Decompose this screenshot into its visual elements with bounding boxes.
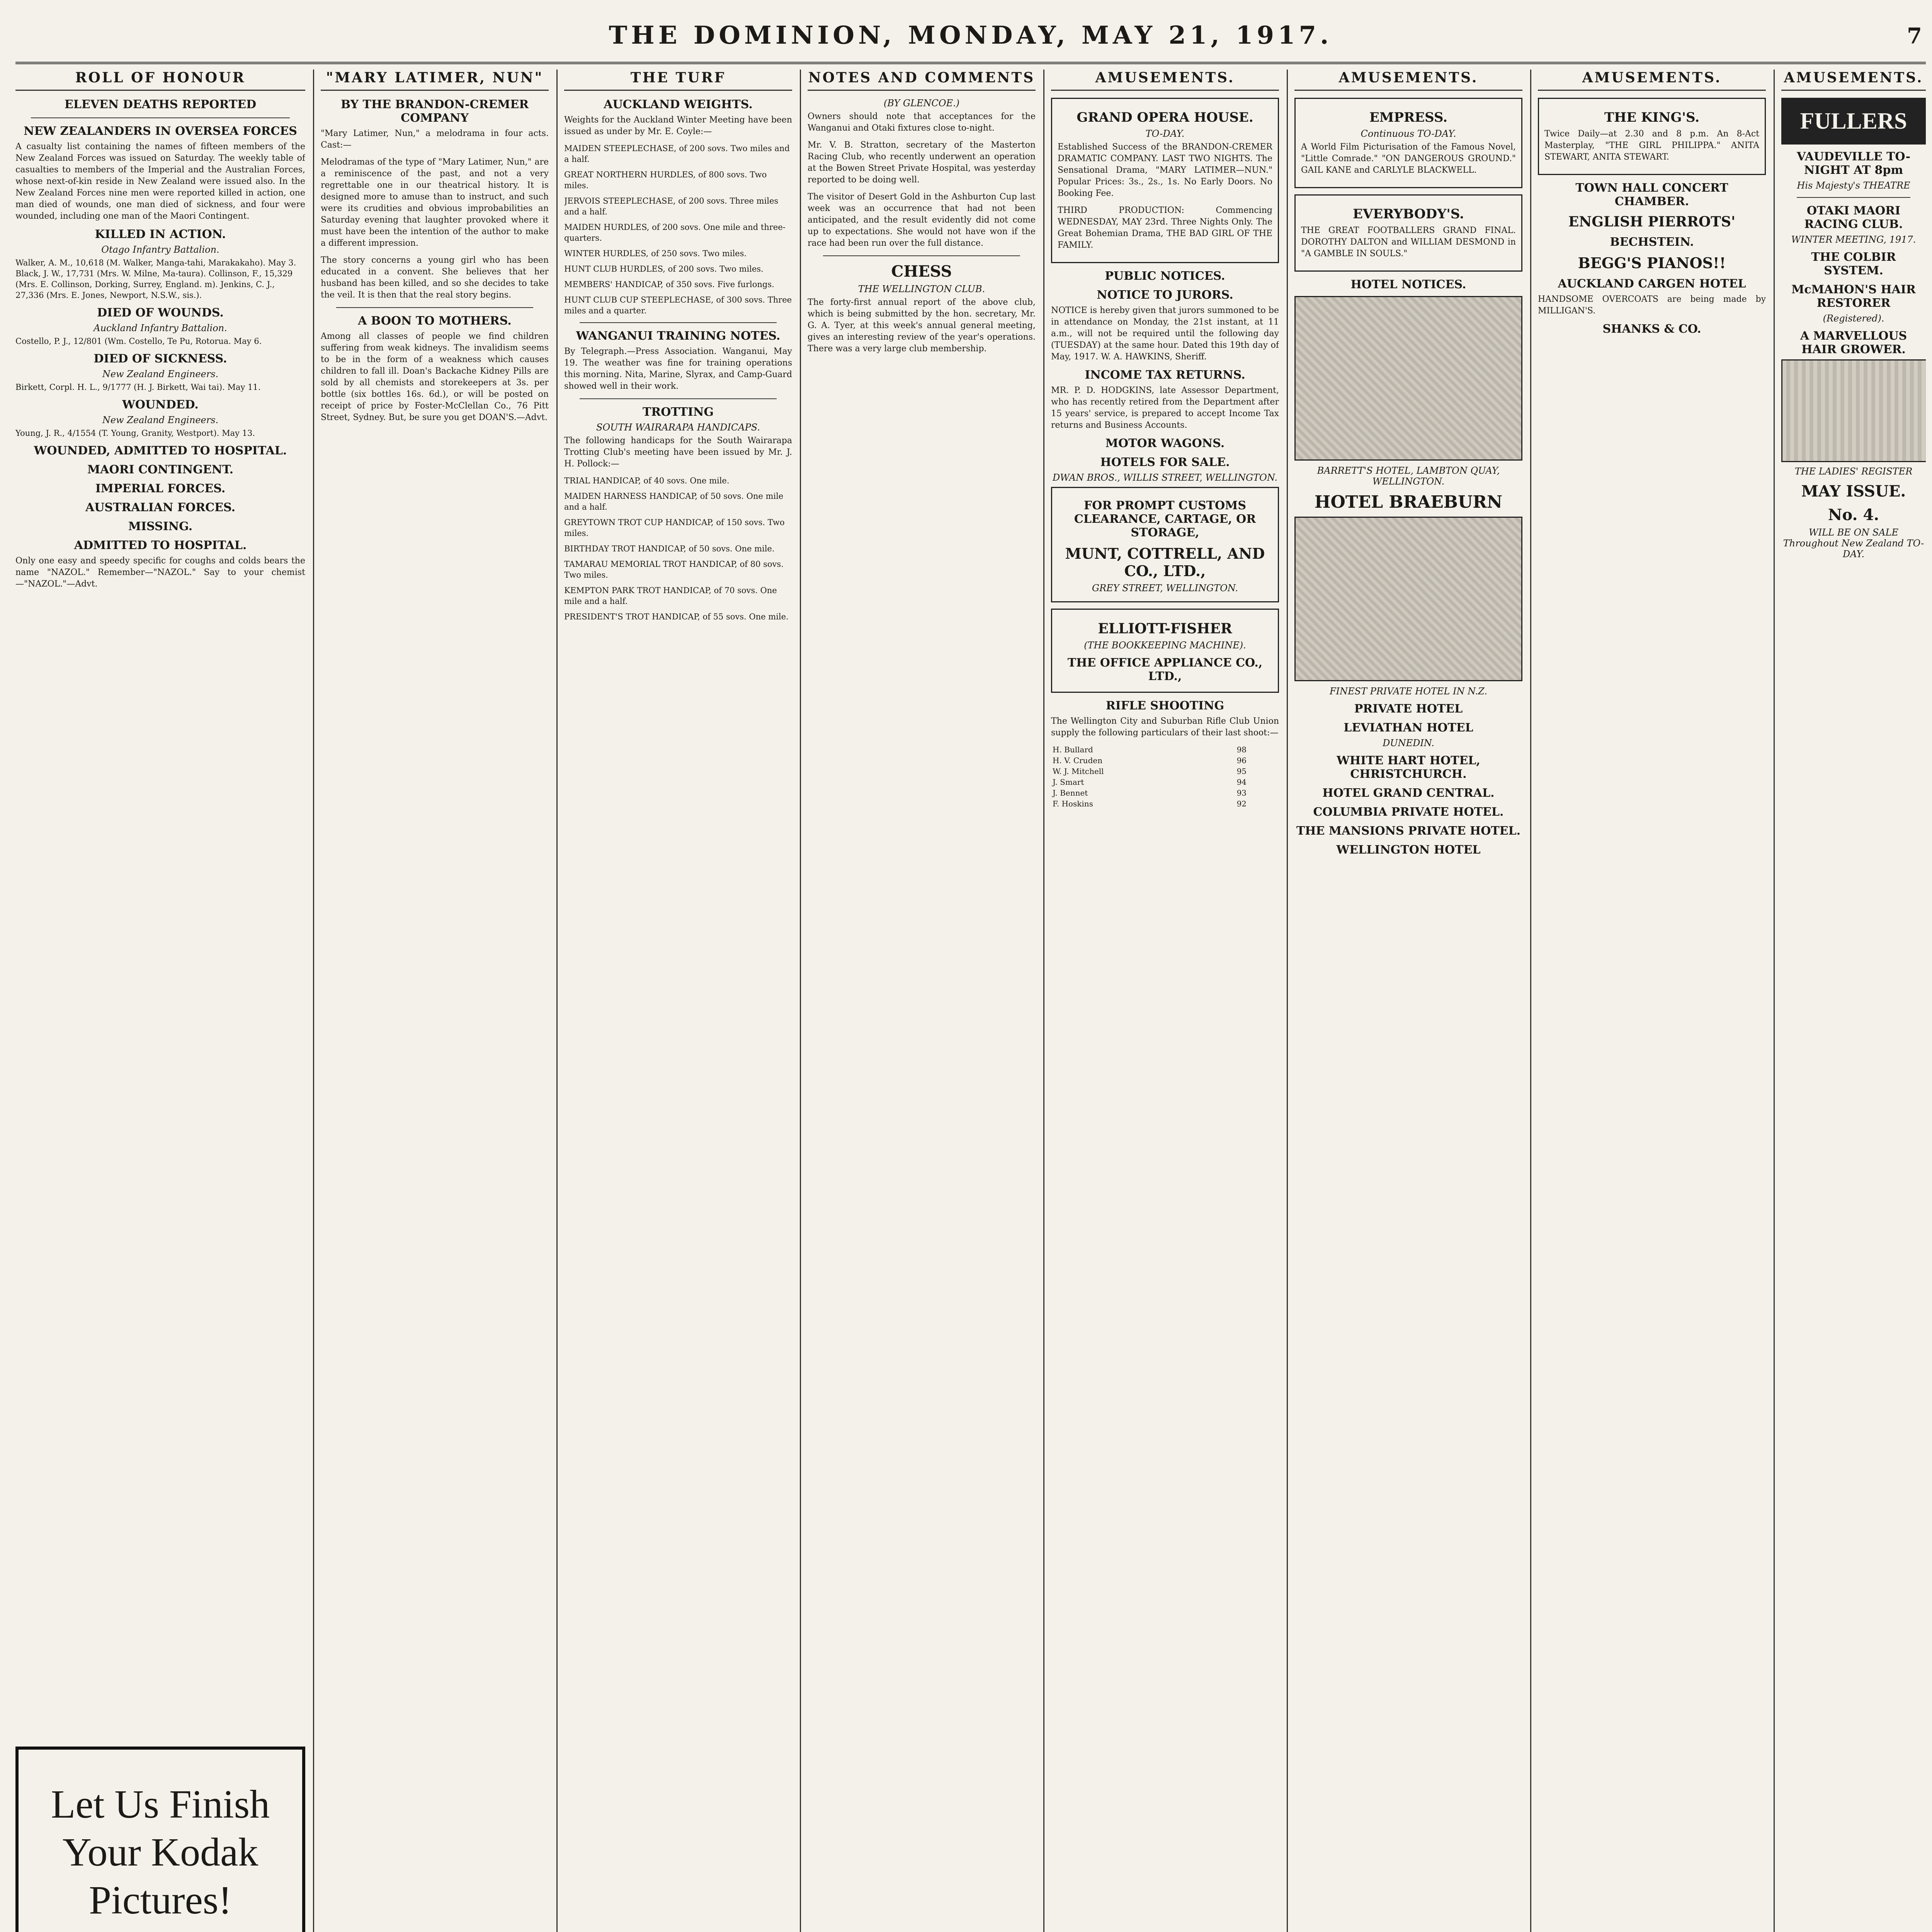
list-item: PRESIDENT'S TROT HANDICAP, of 55 sovs. One mile.: [564, 612, 789, 621]
casualty-list: Walker, A. M., 10,618 (M. Walker, Manga-tahi, Marakakaho). May 3. Black, J. W., 17,731 (Mrs. W. Milne, Ma-taura). Collinson, F., 15,329 (Mrs. E. Collinson, Dorking, Surrey, England. m). Jenkins, C. J., 27,336 (Mrs. E. Jones, Newport, N.S.W., sis.).: [15, 258, 296, 300]
section-heading: HOTELS FOR SALE.: [1100, 456, 1230, 469]
section-heading: OTAKI MAORI RACING CLUB.: [1804, 204, 1903, 231]
table-cell: 94: [1236, 777, 1247, 787]
table-cell: H. V. Cruden: [1053, 756, 1103, 765]
article-text: Owners should note that acceptances for the Wanganui and Otaki fixtures close to-night.: [808, 112, 1036, 133]
table-cell: 92: [1236, 799, 1247, 808]
section-heading: ENGLISH PIERROTS': [1568, 214, 1736, 230]
column-rule: [800, 70, 801, 1932]
list-item: GREAT NORTHERN HURDLES, of 800 sovs. Two miles.: [564, 170, 767, 190]
section-heading: McMAHON'S HAIR RESTORER: [1791, 283, 1916, 310]
section-heading: INCOME TAX RETURNS.: [1085, 368, 1245, 382]
column-rule: [1043, 70, 1044, 1932]
section-heading: MOTOR WAGONS.: [1105, 437, 1225, 450]
table-row: [1051, 766, 1279, 777]
kodak-advertisement: [15, 1747, 305, 1932]
table-row: [1051, 798, 1279, 809]
everybodys-advert: EVERYBODY'S. THE GREAT FOOTBALLERS GRAND FINAL. DOROTHY DALTON and WILLIAM DESMOND in "A GAMBLE IN SOULS.": [1294, 194, 1522, 272]
section-heading: BECHSTEIN.: [1610, 235, 1694, 249]
sub-heading: SOUTH WAIRARAPA HANDICAPS.: [596, 422, 760, 433]
section-heading: IMPERIAL FORCES.: [95, 482, 226, 495]
table-cell: 93: [1236, 788, 1247, 798]
turf-column: [564, 70, 792, 1932]
list-item: WINTER HURDLES, of 250 sovs. Two miles.: [564, 249, 747, 258]
hotel-name: WELLINGTON HOTEL: [1336, 843, 1481, 857]
table-cell: 95: [1236, 767, 1247, 776]
hotel-name: COLUMBIA PRIVATE HOTEL.: [1313, 805, 1504, 819]
section-heading: NOTICE TO JURORS.: [1097, 288, 1233, 302]
column-rule: [1287, 70, 1288, 1932]
amusements-column-4: AMUSEMENTS. FULLERS VAUDEVILLE TO-NIGHT AT 8pm His Majesty's THEATRE OTAKI MAORI RACING CLUB. WINTER MEETING, 1917. THE COLBIR SYSTEM. McMAHON'S HAIR RESTORER (Registered). A MARVELLOUS HAIR GROWER. THE LADIES' REGISTER MAY ISSUE. No. 4. WILL BE ON SALE Throughout New Zealand TO-DAY.: [1781, 70, 1926, 1932]
list-item: HUNT CLUB CUP STEEPLECHASE, of 300 sovs. Three miles and a quarter.: [564, 295, 792, 315]
section-heading: DIED OF WOUNDS.: [97, 306, 224, 320]
amusements-column-1: [1051, 70, 1279, 1932]
theatre-name: His Majesty's THEATRE: [1797, 180, 1910, 191]
article-text: "Mary Latimer, Nun," a melodrama in four acts. Cast:—: [321, 129, 549, 150]
agent-name: DWAN BROS., WILLIS STREET, WELLINGTON.: [1053, 472, 1277, 483]
section-heading: TROTTING: [642, 405, 714, 419]
section-heading: HOTEL NOTICES.: [1350, 278, 1466, 291]
hotel-name: LEVIATHAN HOTEL: [1344, 721, 1473, 735]
hotel-name: THE MANSIONS PRIVATE HOTEL.: [1296, 824, 1521, 838]
table-row: [1051, 777, 1279, 787]
newspaper-page: [15, 15, 1926, 1932]
section-heading: WOUNDED, ADMITTED TO HOSPITAL.: [34, 444, 287, 457]
list-item: GREYTOWN TROT CUP HANDICAP, of 150 sovs. Two miles.: [564, 518, 785, 538]
casualty-list: Costello, P. J., 12/801 (Wm. Costello, Te Pu, Rotorua. May 6.: [15, 337, 262, 346]
column-header: AMUSEMENTS.: [1781, 70, 1926, 91]
section-heading: KILLED IN ACTION.: [95, 228, 226, 241]
column-header: "MARY LATIMER, NUN": [321, 70, 549, 91]
list-item: JERVOIS STEEPLECHASE, of 200 sovs. Three miles and a half.: [564, 196, 779, 216]
customs-advert: FOR PROMPT CUSTOMS CLEARANCE, CARTAGE, OR STORAGE, MUNT, COTTRELL, AND CO., LTD., GREY STREET, WELLINGTON.: [1051, 487, 1279, 602]
column-header: ROLL OF HONOUR: [15, 70, 305, 91]
notice-text: NOTICE is hereby given that jurors summoned to be in attendance on Monday, the 21st instant, at 11 a.m., will not be required until the following day (TUESDAY) at the same hour. Dated this 19th day of May, 1917. W. A. HAWKINS, Sheriff.: [1051, 306, 1279, 362]
unit-name: New Zealand Engineers.: [102, 415, 219, 425]
table-row: [1051, 755, 1279, 766]
article-text: The story concerns a young girl who has been educated in a convent. She believes that her husband has been killed, and so she decides to take the veil. It is then that the real story begins.: [321, 255, 549, 300]
article-text: The forty-first annual report of the above club, which is being submitted by the hon. secretary, Mr. G. A. Tyer, at this week's annual general meeting, gives an interesting review of the year's operations. There was a very large club membership.: [808, 298, 1036, 354]
article-text: A casualty list containing the names of fifteen members of the New Zealand Forces was issued on Saturday. The weekly table of casualties to members of the Imperial and the Australian Forces, whose next-of-kin reside in New Zealand were issued also. In the New Zealand Forces nine men were reported killed in action, one man died of wounds, one man died of sickness, and four were wounded, including one man of the Maori Contingent.: [15, 142, 305, 221]
table-cell: J. Bennet: [1053, 788, 1088, 798]
column-header: THE TURF: [564, 70, 792, 91]
section-heading: THE COLBIR SYSTEM.: [1811, 250, 1896, 277]
section-heading: ADMITTED TO HOSPITAL.: [74, 539, 247, 552]
drama-review-column: [321, 70, 549, 1932]
casualty-list: Young, J. R., 4/1554 (T. Young, Granity, Westport). May 13.: [15, 429, 255, 438]
section-heading: A MARVELLOUS HAIR GROWER.: [1800, 329, 1907, 356]
fullers-banner: FULLERS: [1781, 98, 1926, 145]
column-header: NOTES AND COMMENTS: [808, 70, 1036, 91]
roll-of-honour-column: [15, 70, 305, 1731]
section-heading: A BOON TO MOTHERS.: [358, 314, 512, 328]
vaudeville-heading: VAUDEVILLE TO-NIGHT AT 8pm: [1796, 150, 1911, 177]
unit-name: Otago Infantry Battalion.: [101, 244, 219, 255]
column-header: AMUSEMENTS.: [1294, 70, 1522, 91]
column-rule: [313, 70, 314, 1932]
race-list: [564, 143, 792, 316]
table-cell: F. Hoskins: [1053, 799, 1093, 808]
casualty-list: Birkett, Corpl. H. L., 9/1777 (H. J. Birkett, Wai tai). May 11.: [15, 383, 261, 392]
list-item: TAMARAU MEMORIAL TROT HANDICAP, of 80 sovs. Two miles.: [564, 560, 784, 580]
list-item: MAIDEN STEEPLECHASE, of 200 sovs. Two miles and a half.: [564, 144, 790, 164]
section-heading: CHESS: [891, 262, 952, 281]
list-item: KEMPTON PARK TROT HANDICAP, of 70 sovs. One mile and a half.: [564, 586, 777, 606]
section-heading: SHANKS & CO.: [1602, 322, 1701, 336]
table-cell: H. Bullard: [1053, 745, 1093, 754]
article-text: The visitor of Desert Gold in the Ashburton Cup last week was an occurrence that had not been anticipated, and the result evidently did not come up to expectations. She would not have won if the race had been run over the full distance.: [808, 192, 1036, 248]
grand-opera-advert: GRAND OPERA HOUSE. TO-DAY. Established Success of the BRANDON-CREMER DRAMATIC COMPANY. LAST TWO NIGHTS. The Sensational Drama, "MARY LATIMER—NUN." Popular Prices: 3s., 2s., 1s. No Early Doors. No Booking Fee. THIRD PRODUCTION: Commencing WEDNESDAY, MAY 23rd. Three Nights Only. The Great Bohemian Drama, THE BAD GIRL OF THE FAMILY.: [1051, 98, 1279, 263]
byline: BY THE BRANDON-CREMER COMPANY: [340, 98, 529, 125]
nazol-advert: Only one easy and speedy specific for coughs and colds bears the name "NAZOL." Remember—"NAZOL." Say to your chemist—"NAZOL."—Advt.: [15, 556, 305, 589]
register-masthead-image: [1781, 359, 1926, 462]
column-rule: [556, 70, 558, 1932]
list-item: MAIDEN HARNESS HANDICAP, of 50 sovs. One mile and a half.: [564, 492, 784, 512]
table-cell: 98: [1236, 745, 1247, 754]
section-heading: MISSING.: [128, 520, 193, 533]
list-item: MEMBERS' HANDICAP, of 350 sovs. Five furlongs.: [564, 280, 774, 289]
list-item: BIRTHDAY TROT HANDICAP, of 50 sovs. One mile.: [564, 544, 775, 553]
section-heading: PUBLIC NOTICES.: [1105, 269, 1225, 283]
section-heading: WANGANUI TRAINING NOTES.: [576, 329, 781, 343]
section-heading: AUCKLAND CARGEN HOTEL: [1558, 277, 1746, 291]
section-heading: AUCKLAND WEIGHTS.: [604, 98, 753, 111]
rifle-scores-table: [1051, 744, 1279, 809]
table-cell: 96: [1236, 756, 1247, 765]
byline: (BY GLENCOE.): [883, 98, 960, 109]
article-text: By Telegraph.—Press Association. Wanganui, May 19. The weather was fine for training operations this morning. Nita, Marine, Slyrax, and Camp-Guard showed well in their work.: [564, 347, 792, 391]
hotel-name: HOTEL GRAND CENTRAL.: [1322, 786, 1495, 800]
section-heading: TOWN HALL CONCERT CHAMBER.: [1575, 181, 1728, 208]
amusements-column-2: AMUSEMENTS. EMPRESS. Continuous TO-DAY. A World Film Picturisation of the Famous Novel, "Little Comrade." "ON DANGEROUS GROUND." GAIL KANE and CARLYLE BLACKWELL. EVERYBODY'S. THE GREAT FOOTBALLERS GRAND FINAL. DOROTHY DALTON and WILLIAM DESMOND in "A GAMBLE IN SOULS." HOTEL NOTICES. BARRETT'S HOTEL, LAMBTON QUAY, WELLINGTON. HOTEL BRAEBURN FINEST PRIVATE HOTEL IN N.Z. PRIVATE HOTEL LEVIATHAN HOTEL DUNEDIN. WHITE HART HOTEL, CHRISTCHURCH. HOTEL GRAND CENTRAL. COLUMBIA PRIVATE HOTEL. THE MANSIONS PRIVATE HOTEL. WELLINGTON HOTEL: [1294, 70, 1522, 1932]
section-heading: MAORI CONTINGENT.: [87, 463, 234, 476]
article-text: The Wellington City and Suburban Rifle Club Union supply the following particulars of their last shoot:—: [1051, 716, 1279, 738]
table-row: [1051, 744, 1279, 755]
barretts-hotel-image: [1294, 296, 1522, 461]
page-number: 7: [1907, 23, 1922, 49]
hotel-name: PRIVATE HOTEL: [1354, 702, 1463, 716]
list-item: MAIDEN HURDLES, of 200 sovs. One mile and three-quarters.: [564, 223, 786, 243]
hotel-name: WHITE HART HOTEL, CHRISTCHURCH.: [1337, 754, 1480, 781]
section-heading: AUSTRALIAN FORCES.: [85, 501, 236, 514]
hotel-caption: FINEST PRIVATE HOTEL IN N.Z.: [1329, 686, 1488, 697]
article-text: Among all classes of people we find children suffering from weak kidneys. The invalidism seems to be in the form of a weakness which causes children to fall ill. Doan's Backache Kidney Pills are sold by all chemists and storekeepers at 3s. per bottle (six bottles 16s. 6d.), or will be posted on receipt of price by Foster-McClellan Co., 76 Pitt Street, Sydney. But, be sure you get DOAN'S.—Advt.: [321, 332, 549, 422]
office-appliance-advert: ELLIOTT-FISHER (THE BOOKKEEPING MACHINE). THE OFFICE APPLIANCE CO., LTD.,: [1051, 609, 1279, 693]
column-header: AMUSEMENTS.: [1051, 70, 1279, 91]
table-cell: J. Smart: [1053, 777, 1084, 787]
empress-advert: EMPRESS. Continuous TO-DAY. A World Film Picturisation of the Famous Novel, "Little Comrade." "ON DANGEROUS GROUND." GAIL KANE and CARLYLE BLACKWELL.: [1294, 98, 1522, 188]
braeburn-hotel-image: [1294, 517, 1522, 681]
article-text: Weights for the Auckland Winter Meeting have been issued as under by Mr. E. Coyle:—: [564, 115, 792, 136]
section-heading: WOUNDED.: [122, 398, 199, 412]
trot-list: [564, 475, 792, 622]
advert-text: HANDSOME OVERCOATS are being made by MILLIGAN'S.: [1538, 294, 1766, 316]
hotel-caption: BARRETT'S HOTEL, LAMBTON QUAY, WELLINGTON.: [1317, 465, 1500, 487]
headline: ELEVEN DEATHS REPORTED: [64, 98, 257, 111]
unit-name: Auckland Infantry Battalion.: [94, 323, 227, 333]
column-header: AMUSEMENTS.: [1538, 70, 1766, 91]
column-rule: [1530, 70, 1531, 1932]
notes-column: [808, 70, 1036, 1932]
section-heading: RIFLE SHOOTING: [1105, 699, 1225, 713]
sub-heading: THE WELLINGTON CLUB.: [858, 284, 985, 294]
kodak-headline: Let Us Finish Your Kodak Pictures!: [51, 1782, 270, 1922]
notice-text: MR. P. D. HODGKINS, late Assessor Department, who has recently retired from the Department after 15 years' service, is prepared to accept Income Tax returns and Business Accounts.: [1051, 386, 1279, 430]
list-item: TRIAL HANDICAP, of 40 sovs. One mile.: [564, 476, 730, 485]
table-cell: W. J. Mitchell: [1053, 767, 1104, 776]
amusements-column-3: [1538, 70, 1766, 1932]
hotel-name: HOTEL BRAEBURN: [1314, 492, 1503, 512]
newspaper-title: THE DOMINION, MONDAY, MAY 21, 1917.: [609, 21, 1333, 50]
list-item: HUNT CLUB HURDLES, of 200 sovs. Two miles.: [564, 264, 764, 274]
section-heading: BEGG'S PIANOS!!: [1578, 254, 1726, 272]
kings-theatre-advert: THE KING'S. Twice Daily—at 2.30 and 8 p.m. An 8-Act Masterplay, "THE GIRL PHILIPPA." ANITA STEWART, ANITA STEWART.: [1538, 98, 1766, 175]
section-heading: DIED OF SICKNESS.: [94, 352, 227, 366]
column-rule: [1774, 70, 1775, 1932]
table-row: [1051, 787, 1279, 798]
article-text: The following handicaps for the South Wairarapa Trotting Club's meeting have been issued by Mr. J. H. Pollock:—: [564, 436, 792, 469]
headline: NEW ZEALANDERS IN OVERSEA FORCES: [24, 124, 297, 138]
article-text: Melodramas of the type of "Mary Latimer, Nun," are a reminiscence of the past, and not a very regrettable one in our theatrical history. It is designed more to amuse than to instruct, and such were its crudities and obvious improbabilities an Saturday evening that laughter provoked where it must have been the intention of the author to make a different impression.: [321, 157, 549, 248]
issue-number: No. 4.: [1828, 506, 1879, 524]
masthead: [15, 15, 1926, 64]
unit-name: New Zealand Engineers.: [102, 369, 219, 379]
article-text: Mr. V. B. Stratton, secretary of the Masterton Racing Club, who recently underwent an operation at the Bowen Street Private Hospital, was yesterday reported to be doing well.: [808, 140, 1036, 185]
issue-title: MAY ISSUE.: [1801, 482, 1906, 500]
